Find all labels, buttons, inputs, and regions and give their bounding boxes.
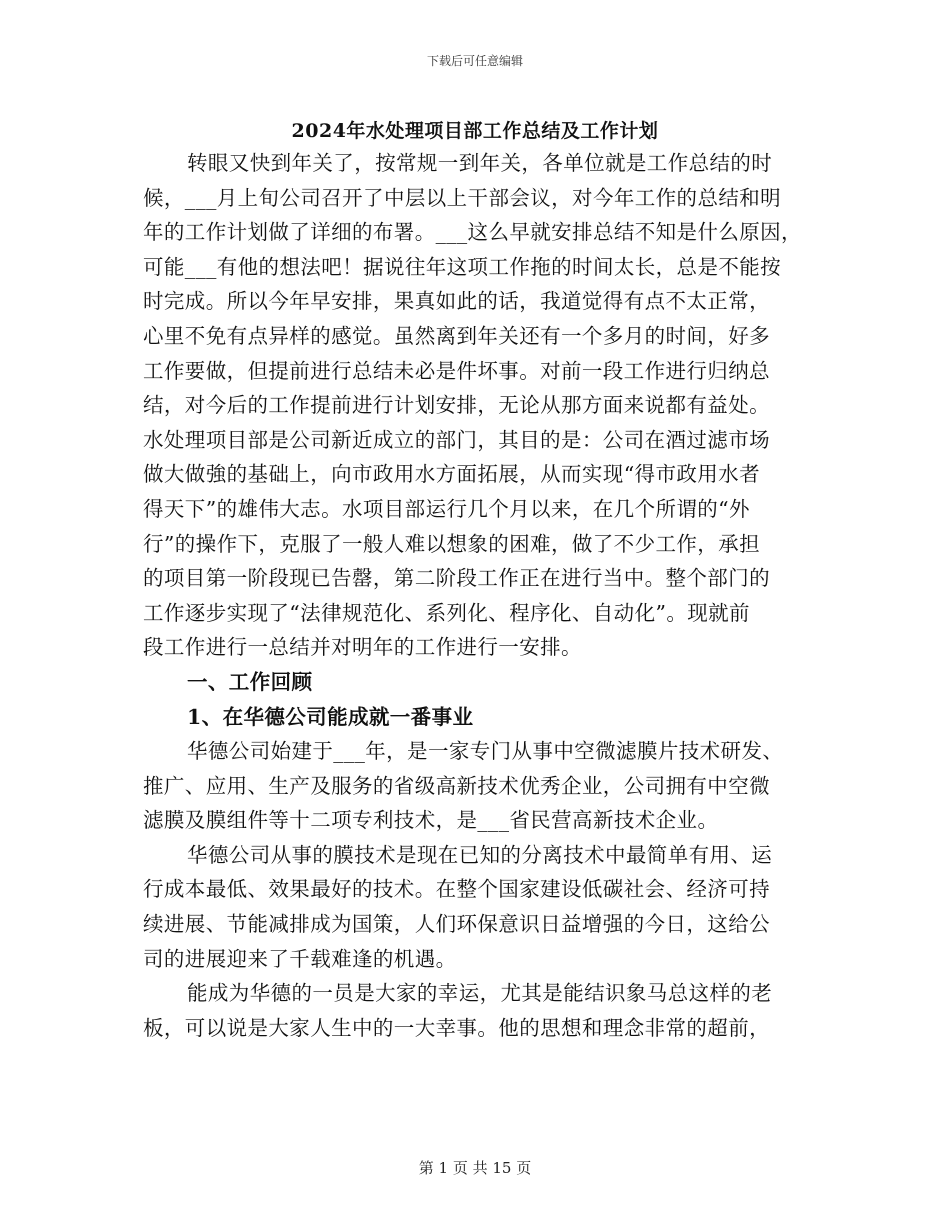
paragraph-line: 可能___有他的想法吧！据说往年这项工作拖的时间太长，总是不能按 <box>143 254 782 279</box>
paragraph-line: 段工作进行一总结并对明年的工作进行一安排。 <box>143 635 582 660</box>
paragraph-line: 滤膜及膜组件等十二项专利技术，是___省民营高新技术企业。 <box>143 808 719 833</box>
paragraph-line: 行”的操作下，克服了一般人难以想象的困难，做了不少工作，承担 <box>143 531 760 556</box>
paragraph-line: 续进展、节能减排成为国策，人们环保意识日益增强的今日，这给公 <box>143 912 770 937</box>
paragraph-line: 结，对今后的工作提前进行计划安排，无论从那方面来说都有益处。 <box>143 393 770 418</box>
paragraph-line: 的项目第一阶段现已告罄，第二阶段工作正在进行当中。整个部门的 <box>143 566 770 591</box>
paragraph-line: 转眼又快到年关了，按常规一到年关，各单位就是工作总结的时 <box>187 151 773 175</box>
paragraph-line: 工作要做，但提前进行总结未必是件坏事。对前一段工作进行归纳总 <box>143 358 770 383</box>
paragraph-line: 时完成。所以今年早安排，果真如此的话，我道觉得有点不太正常， <box>143 289 770 314</box>
document-title: 2024年水处理项目部工作总结及工作计划 <box>291 120 659 142</box>
page-header: 下载后可任意编辑 <box>426 54 523 68</box>
document-body <box>143 146 813 1045</box>
section-heading: 一、工作回顾 <box>187 669 313 694</box>
paragraph-line: 做大做強的基础上，向市政用水方面拓展，从而实现“得市政用水者 <box>143 462 760 487</box>
paragraph-line: 水处理项目部是公司新近成立的部门，其目的是：公司在酒过滤市场 <box>143 427 770 452</box>
paragraph-line: 得天下”的雄伟大志。水项目部运行几个月以来，在几个所谓的“外 <box>143 496 750 521</box>
paragraph-line: 年的工作计划做了详细的布署。___这么早就安排总结不知是什么原因， <box>143 220 802 245</box>
paragraph-line: 行成本最低、效果最好的技术。在整个国家建设低碳社会、经济可持 <box>143 877 770 902</box>
section-heading: 1、在华德公司能成就一番事业 <box>187 704 474 729</box>
paragraph-line: 司的进展迎来了千载难逢的机遇。 <box>143 946 457 971</box>
paragraph-line: 能成为华德的一员是大家的幸运，尤其是能结识象马总这样的老 <box>187 981 773 1006</box>
paragraph-line: 心里不免有点异样的感觉。虽然离到年关还有一个多月的时间，好多 <box>143 323 770 348</box>
paragraph-line: 华德公司从事的膜技术是现在已知的分离技术中最简单有用、运 <box>187 842 773 867</box>
paragraph-line: 推广、应用、生产及服务的省级高新技术优秀企业，公司拥有中空微 <box>143 773 770 798</box>
paragraph-line: 工作逐步实现了“法律规范化、系列化、程序化、自动化”。现就前 <box>143 600 750 625</box>
paragraph-line: 候，___月上旬公司召开了中层以上干部会议，对今年工作的总结和明 <box>143 185 782 210</box>
paragraph-line: 板，可以说是大家人生中的一大幸事。他的思想和理念非常的超前， <box>143 1015 770 1040</box>
page-footer: 第 1 页 共 15 页 <box>418 1159 532 1177</box>
paragraph-line: 华德公司始建于___年，是一家专门从事中空微滤膜片技术研发、 <box>187 739 784 764</box>
